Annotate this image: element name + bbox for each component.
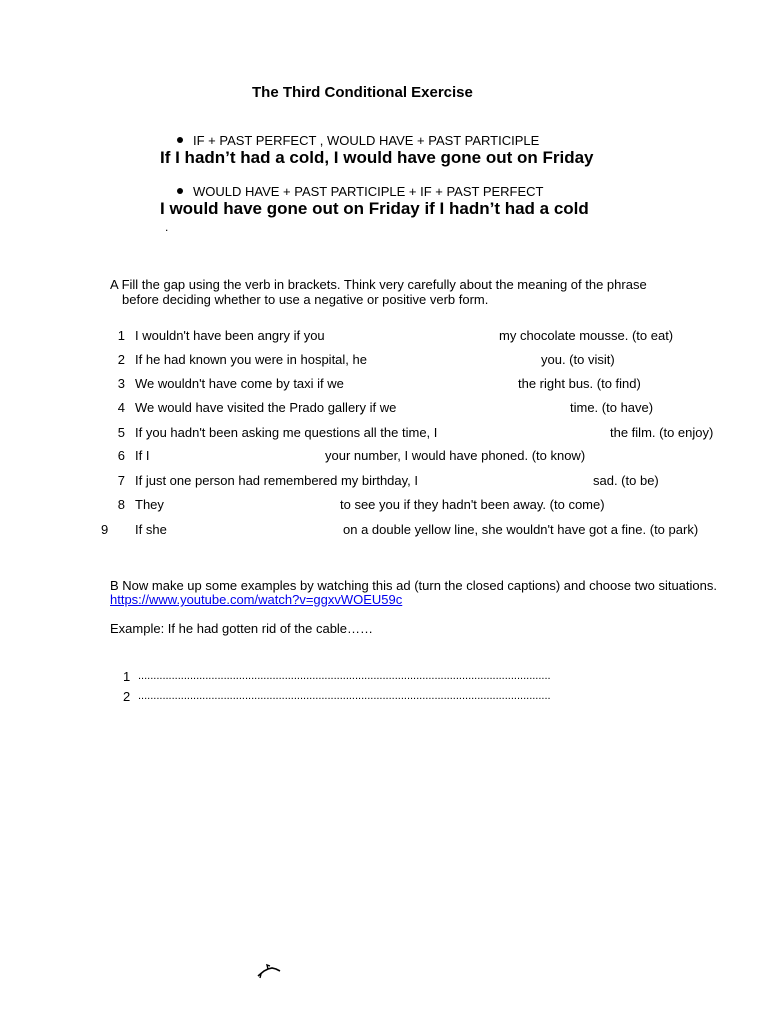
structure-formula-2 bbox=[193, 184, 544, 199]
answer-number: 1 bbox=[123, 669, 131, 684]
answer-line[interactable]: ....................................................................................................................................... bbox=[138, 690, 551, 702]
exercise-text-before: If just one person had remembered my birthday, I bbox=[135, 473, 419, 488]
exercise-text-after: the right bus. (to find) bbox=[518, 376, 641, 391]
exercise-number: 3 bbox=[117, 376, 125, 391]
exercise-number: 2 bbox=[117, 352, 125, 367]
exercise-number: 6 bbox=[117, 448, 125, 463]
section-a-instruction-line2: before deciding whether to use a negative or positive verb form. bbox=[122, 292, 489, 307]
structure-formula-text: WOULD HAVE + PAST PARTICIPLE + IF + PAST PERFECT bbox=[193, 184, 544, 199]
exercise-number: 4 bbox=[117, 400, 125, 415]
section-b-example: Example: If he had gotten rid of the cable…… bbox=[110, 621, 374, 636]
exercise-text-after: your number, I would have phoned. (to know) bbox=[325, 448, 586, 463]
bullet-icon bbox=[177, 137, 183, 143]
exercise-text-before: If she bbox=[135, 522, 167, 537]
exercise-number: 5 bbox=[117, 425, 125, 440]
structure-example-2: I would have gone out on Friday if I hadn’t had a cold bbox=[160, 199, 589, 218]
squiggle-icon bbox=[256, 962, 282, 980]
answer-number: 2 bbox=[123, 689, 131, 704]
exercise-text-after: you. (to visit) bbox=[541, 352, 615, 367]
youtube-link[interactable]: https://www.youtube.com/watch?v=ggxvWOEU59c bbox=[110, 592, 403, 607]
structure-formula-1 bbox=[193, 133, 539, 148]
exercise-number: 1 bbox=[117, 328, 125, 343]
structure-example-1: If I hadn’t had a cold, I would have gone out on Friday bbox=[160, 148, 594, 167]
section-b-instruction: B Now make up some examples by watching this ad (turn the closed captions) and choose two situations. bbox=[110, 578, 717, 593]
exercise-text-before: If I bbox=[135, 448, 150, 463]
exercise-text-before: We wouldn't have come by taxi if we bbox=[135, 376, 344, 391]
section-a-instruction-line1: A Fill the gap using the verb in brackets. Think very carefully about the meaning of the phrase bbox=[110, 277, 647, 292]
exercise-number: 9 bbox=[101, 522, 109, 537]
exercise-text-before: If you hadn't been asking me questions all the time, I bbox=[135, 425, 438, 440]
bullet-icon bbox=[177, 188, 183, 194]
exercise-text-after: my chocolate mousse. (to eat) bbox=[499, 328, 674, 343]
exercise-text-after: the film. (to enjoy) bbox=[610, 425, 714, 440]
exercise-text-after: sad. (to be) bbox=[593, 473, 659, 488]
stray-period: . bbox=[165, 220, 169, 234]
exercise-number: 7 bbox=[117, 473, 125, 488]
exercise-number: 8 bbox=[117, 497, 125, 512]
exercise-text-before: I wouldn't have been angry if you bbox=[135, 328, 325, 343]
structure-formula-text: IF + PAST PERFECT , WOULD HAVE + PAST PARTICIPLE bbox=[193, 133, 540, 148]
exercise-text-before: They bbox=[135, 497, 164, 512]
exercise-text-after: to see you if they hadn't been away. (to come) bbox=[340, 497, 605, 512]
answer-line[interactable]: ....................................................................................................................................... bbox=[138, 670, 551, 682]
exercise-text-before: If he had known you were in hospital, he bbox=[135, 352, 367, 367]
page-title: The Third Conditional Exercise bbox=[252, 84, 473, 101]
exercise-text-after: time. (to have) bbox=[570, 400, 654, 415]
exercise-text-before: We would have visited the Prado gallery if we bbox=[135, 400, 397, 415]
exercise-text-after: on a double yellow line, she wouldn't have got a fine. (to park) bbox=[343, 522, 699, 537]
